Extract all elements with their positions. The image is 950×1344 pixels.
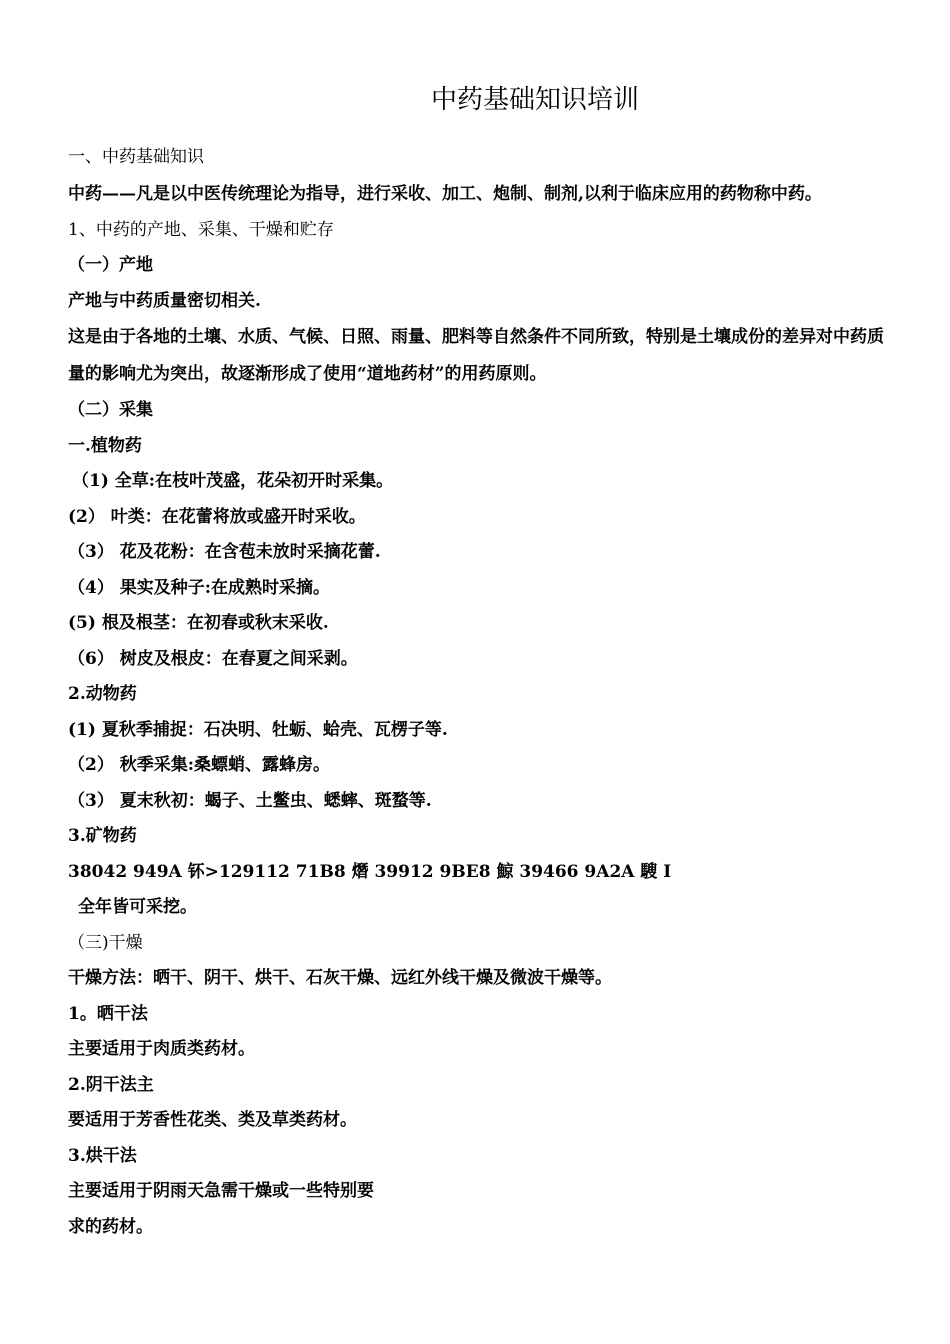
collection-heading: （二）采集 [68, 400, 153, 420]
list-item: （6） 树皮及根皮：在春夏之间采剥。 [68, 648, 358, 669]
subsection-heading: 1、中药的产地、采集、干燥和贮存 [68, 219, 334, 240]
list-item: (1) 夏秋季捕捉：石决明、牡蛎、蛤壳、瓦楞子等. [68, 719, 448, 740]
garbled-line: 38042 949A 钚>129112 71B8 熸 39912 9BE8 鯨 39466 9A2A 騪 I [68, 861, 672, 882]
origin-heading: （一）产地 [68, 255, 153, 275]
section-heading: 一、中药基础知识 [68, 147, 204, 167]
plant-heading: 一.植物药 [68, 435, 142, 456]
text-line: 全年皆可采挖。 [78, 897, 197, 917]
text-line: 干燥方法：晒干、阴干、烘干、石灰干燥、远红外线干燥及微波干燥等。 [68, 968, 612, 988]
text-line: 求的药材。 [68, 1216, 153, 1237]
list-item: (5) 根及根茎：在初春或秋末采收. [68, 613, 329, 633]
list-item: (2） 叶类：在花蕾将放或盛开时采收。 [68, 506, 366, 527]
text-line: 主要适用于阴雨天急需干燥或一些特别要 [68, 1181, 374, 1201]
method-heading: 1。晒干法 [68, 1003, 148, 1024]
definition-paragraph: 中药——凡是以中医传统理论为指导，进行采收、加工、炮制、制剂,以利于临床应用的药物称中药。 [68, 183, 822, 204]
animal-heading: 2.动物药 [68, 684, 137, 704]
document-title: 中药基础知识培训 [430, 85, 639, 115]
list-item: （4） 果实及种子:在成熟时采摘。 [68, 577, 331, 598]
origin-paragraph: 这是由于各地的土壤、水质、气候、日照、雨量、肥料等自然条件不同所致，特别是土壤成份的差异对中药质量的影响尤为突出，故逐渐形成了使用“道地药材”的用药原则。 [68, 327, 884, 384]
text-line: 产地与中药质量密切相关. [68, 290, 261, 311]
text-line: 要适用于芳香性花类、类及草类药材。 [68, 1110, 357, 1130]
method-heading: 3.烘干法 [68, 1145, 137, 1166]
list-item: （3） 花及花粉：在含苞未放时采摘花蕾. [68, 542, 381, 562]
document-body [68, 140, 886, 1245]
text-line: 主要适用于肉质类药材。 [68, 1039, 255, 1059]
list-item: （1) 全草:在枝叶茂盛，花朵初开时采集。 [72, 471, 394, 491]
mineral-heading: 3.矿物药 [68, 826, 137, 846]
list-item: （3） 夏末秋初：蝎子、土鳖虫、蟋蟀、斑蝥等. [68, 790, 432, 811]
list-item: （2） 秋季采集:桑螵蛸、露蜂房。 [68, 755, 331, 775]
method-heading: 2.阴干法主 [68, 1074, 154, 1095]
drying-heading: （三)干燥 [68, 932, 143, 953]
